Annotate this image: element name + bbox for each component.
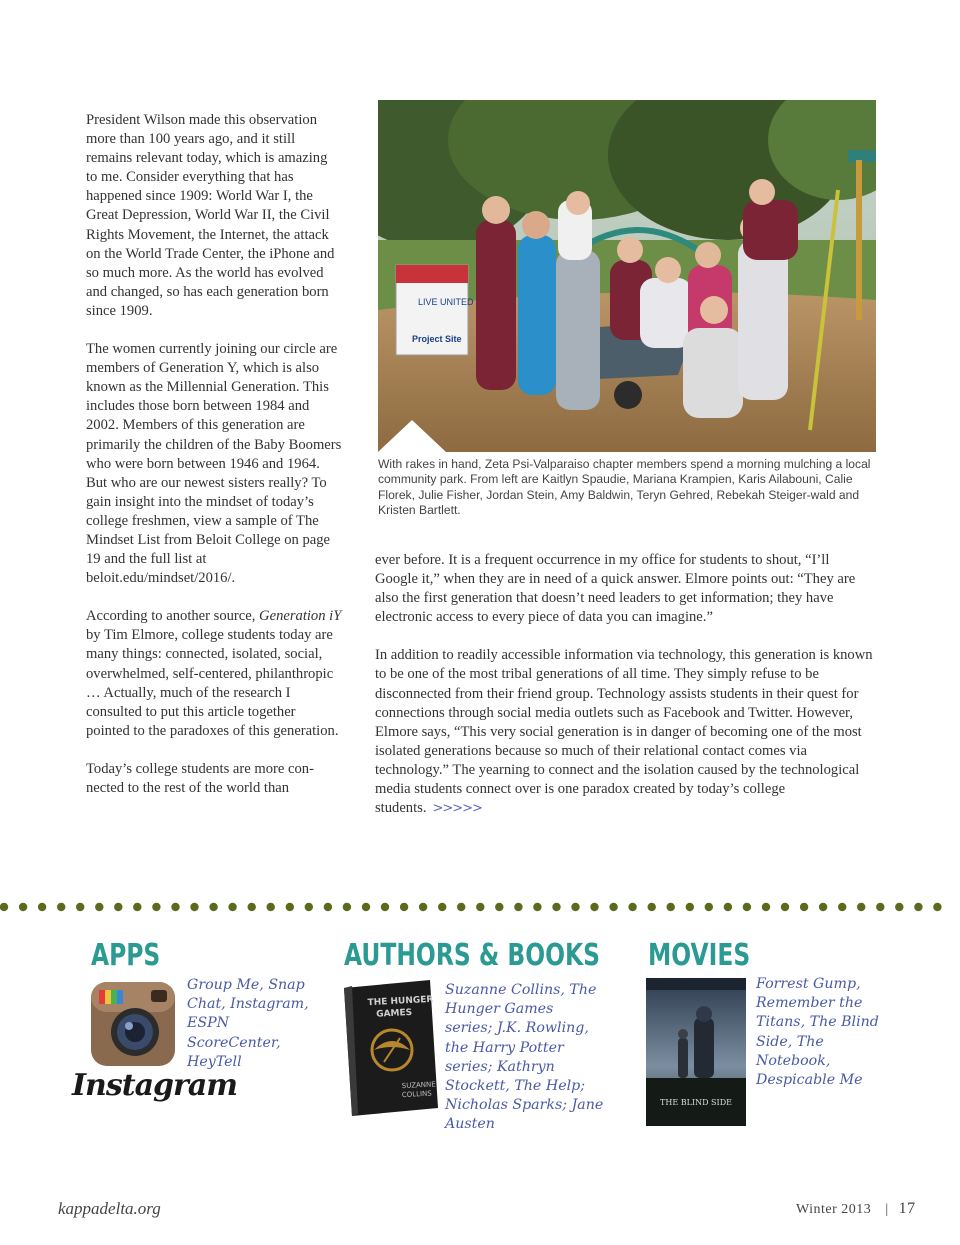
divider-dot: [152, 903, 160, 911]
authors-books-list: [445, 981, 605, 1135]
book-title-italic: Generation iY: [259, 608, 342, 625]
divider-dot: [628, 903, 636, 911]
sign-text: Project Site: [412, 334, 462, 344]
article-right-column: [375, 551, 875, 837]
divider-dot: [533, 903, 541, 911]
divider-dot: [76, 903, 84, 911]
authors-books-heading: AUTHORS & BOOKS: [344, 938, 601, 973]
movies-heading: MOVIES: [648, 938, 751, 973]
group-photo-illustration: [378, 100, 876, 452]
divider-dot: [571, 903, 579, 911]
authors-text-part: The Help: [514, 1078, 581, 1095]
divider-dot: [686, 903, 694, 911]
divider-dot: [609, 903, 617, 911]
divider-dot: [590, 903, 598, 911]
article-paragraph: In addition to readily accessible information via technology, this generation is known to be one of the most tribal generations of all time. They simply refuse to be disconnected from their friend group. Technology assists students in their quest for connections through social media outlets such as Facebook and Twitter. However, Elmore says, “This very social generation is in danger of becoming one of the most isolated generations because so much of their relational contact comes via technology.” The yearning to connect and the isolation caused by the technological media students connect over is one paradox created by today’s college students. >>>>>: [375, 647, 873, 817]
divider-dot: [724, 903, 732, 911]
divider-dot: [800, 903, 808, 911]
instagram-logo: Instagram: [72, 1068, 237, 1103]
movies-text-part: The Blind Side, The Notebook,: [756, 1014, 879, 1069]
divider-dot: [457, 903, 465, 911]
divider-dot: [19, 903, 27, 911]
authors-text-part: Harry Potter: [472, 1039, 564, 1056]
photo-caption: With rakes in hand, Zeta Psi-Valparaiso chapter members spend a morning mulching a local community park. From left are Kaitlyn Spaudie, Mariana Krampien, Karis Ailabouni, Calie Florek, Julie Fisher, Jordan Stein, Amy Baldwin, Teryn Gehred, Rebekah Steiger-wald and Kristen Bartlett.: [378, 457, 871, 518]
blind-side-movie-poster: [646, 978, 746, 1126]
hunger-games-book-cover: [344, 980, 438, 1116]
divider-dot: [705, 903, 713, 911]
book-title-text: THE HUNGER: [367, 994, 434, 1009]
divider-dot: [190, 903, 198, 911]
poster-title-text: THE BLIND SIDE: [660, 1098, 732, 1107]
footer-separator: |: [885, 1202, 889, 1217]
svg-text:COLLINS: COLLINS: [401, 1089, 432, 1100]
movies-list: [756, 975, 896, 1090]
divider-dot: [781, 903, 789, 911]
footer-issue-page: [796, 1200, 916, 1218]
divider-dot: [552, 903, 560, 911]
movies-text-part: Forrest Gump, Remember the Titans,: [756, 976, 863, 1031]
divider-dot: [362, 903, 370, 911]
divider-dot: [876, 903, 884, 911]
divider-dot: [209, 903, 217, 911]
divider-dots: [0, 901, 960, 913]
instagram-camera-icon: [89, 980, 177, 1068]
authors-text-part: ; Nicholas Sparks; Jane Austen: [445, 1078, 604, 1133]
divider-dot: [0, 903, 8, 911]
article-paragraph: Today’s college students are more connected to the rest of the world than: [86, 760, 314, 796]
article-paragraph-source: According to another source, Generation iY by Tim Elmore, college students today are many things: connected, isolated, social, overwhelmed, self-centered, philanthropic … Actually, much of the research I consulted to put this article together pointed to the paradoxes of this generation.: [86, 608, 342, 739]
group-photo: [378, 100, 876, 452]
authors-text-part: series; J.K. Rowling, the: [445, 1020, 589, 1056]
divider-dot: [933, 903, 941, 911]
article-paragraph: President Wilson made this observation more than 100 years ago, and it still remains relevant today, which is amazing to me. Consider everything that has happened since 1909: World War I, the Great Depression, World War II, the Civil Rights Movement, the Internet, the attack on the World Trade Center, the iPhone and so much more. As the world has evolved and changed, so has each generation born since 1909.: [86, 112, 335, 319]
divider-dot: [114, 903, 122, 911]
divider-dot: [895, 903, 903, 911]
divider-dot: [838, 903, 846, 911]
authors-text-part: series; Kathryn Stockett,: [445, 1058, 555, 1095]
divider-dot: [648, 903, 656, 911]
footer-site-url[interactable]: kappadelta.org: [58, 1199, 161, 1218]
divider-dot: [343, 903, 351, 911]
divider-dot: [228, 903, 236, 911]
continue-arrows: >>>>>: [432, 801, 482, 817]
divider-dot: [819, 903, 827, 911]
book-author-text: SUZANNE: [401, 1080, 436, 1091]
divider-dot: [324, 903, 332, 911]
apps-list: Group Me, Snap Chat, Instagram, ESPN ScoreCenter, HeyTell: [187, 977, 309, 1070]
page-number: 17: [898, 1200, 916, 1217]
divider-dot: [267, 903, 275, 911]
divider-dot: [495, 903, 503, 911]
authors-text-part: Suzanne Collins,: [445, 982, 570, 998]
divider-dot: [248, 903, 256, 911]
movies-text-part: Despicable Me: [756, 1072, 863, 1089]
divider-dot: [514, 903, 522, 911]
divider-dot: [762, 903, 770, 911]
dotted-divider: [0, 900, 960, 912]
apps-heading: APPS: [91, 938, 161, 973]
divider-dot: [400, 903, 408, 911]
divider-dot: [38, 903, 46, 911]
divider-dot: [305, 903, 313, 911]
sign-text: LIVE UNITED: [418, 297, 474, 307]
divider-dot: [171, 903, 179, 911]
article-paragraph: The women currently joining our circle are members of Generation Y, which is also known as the Millennial Generation. This includes those born between 1984 and 2002. Members of this generation are primarily the children of the Baby Boomers who were born between 1946 and 1964. But who are our newest sisters really? To gain insight into the mindset of today’s college freshmen, view a sample of The Mindset List from Beloit College on page 19 and the full list at beloit.edu/mindset/2016/.: [86, 341, 342, 587]
authors-text-part: The Hunger Games: [445, 982, 597, 1018]
issue-label: Winter 2013: [796, 1202, 872, 1217]
divider-dot: [419, 903, 427, 911]
article-left-column: [86, 111, 342, 817]
divider-dot: [438, 903, 446, 911]
article-paragraph: ever before. It is a frequent occurrence in my office for students to shout, “I’ll Google it,” when they are in need of a quick answer. Elmore points out: “They are also the first generation that doesn’t need leaders to get information; they have electronic access to every piece of data you can imagine.”: [375, 552, 856, 626]
svg-text:GAMES: GAMES: [375, 1007, 413, 1020]
divider-dot: [133, 903, 141, 911]
divider-dot: [667, 903, 675, 911]
divider-dot: [95, 903, 103, 911]
divider-dot: [914, 903, 922, 911]
divider-dot: [857, 903, 865, 911]
divider-dot: [57, 903, 65, 911]
divider-dot: [381, 903, 389, 911]
divider-dot: [286, 903, 294, 911]
divider-dot: [476, 903, 484, 911]
divider-dot: [743, 903, 751, 911]
